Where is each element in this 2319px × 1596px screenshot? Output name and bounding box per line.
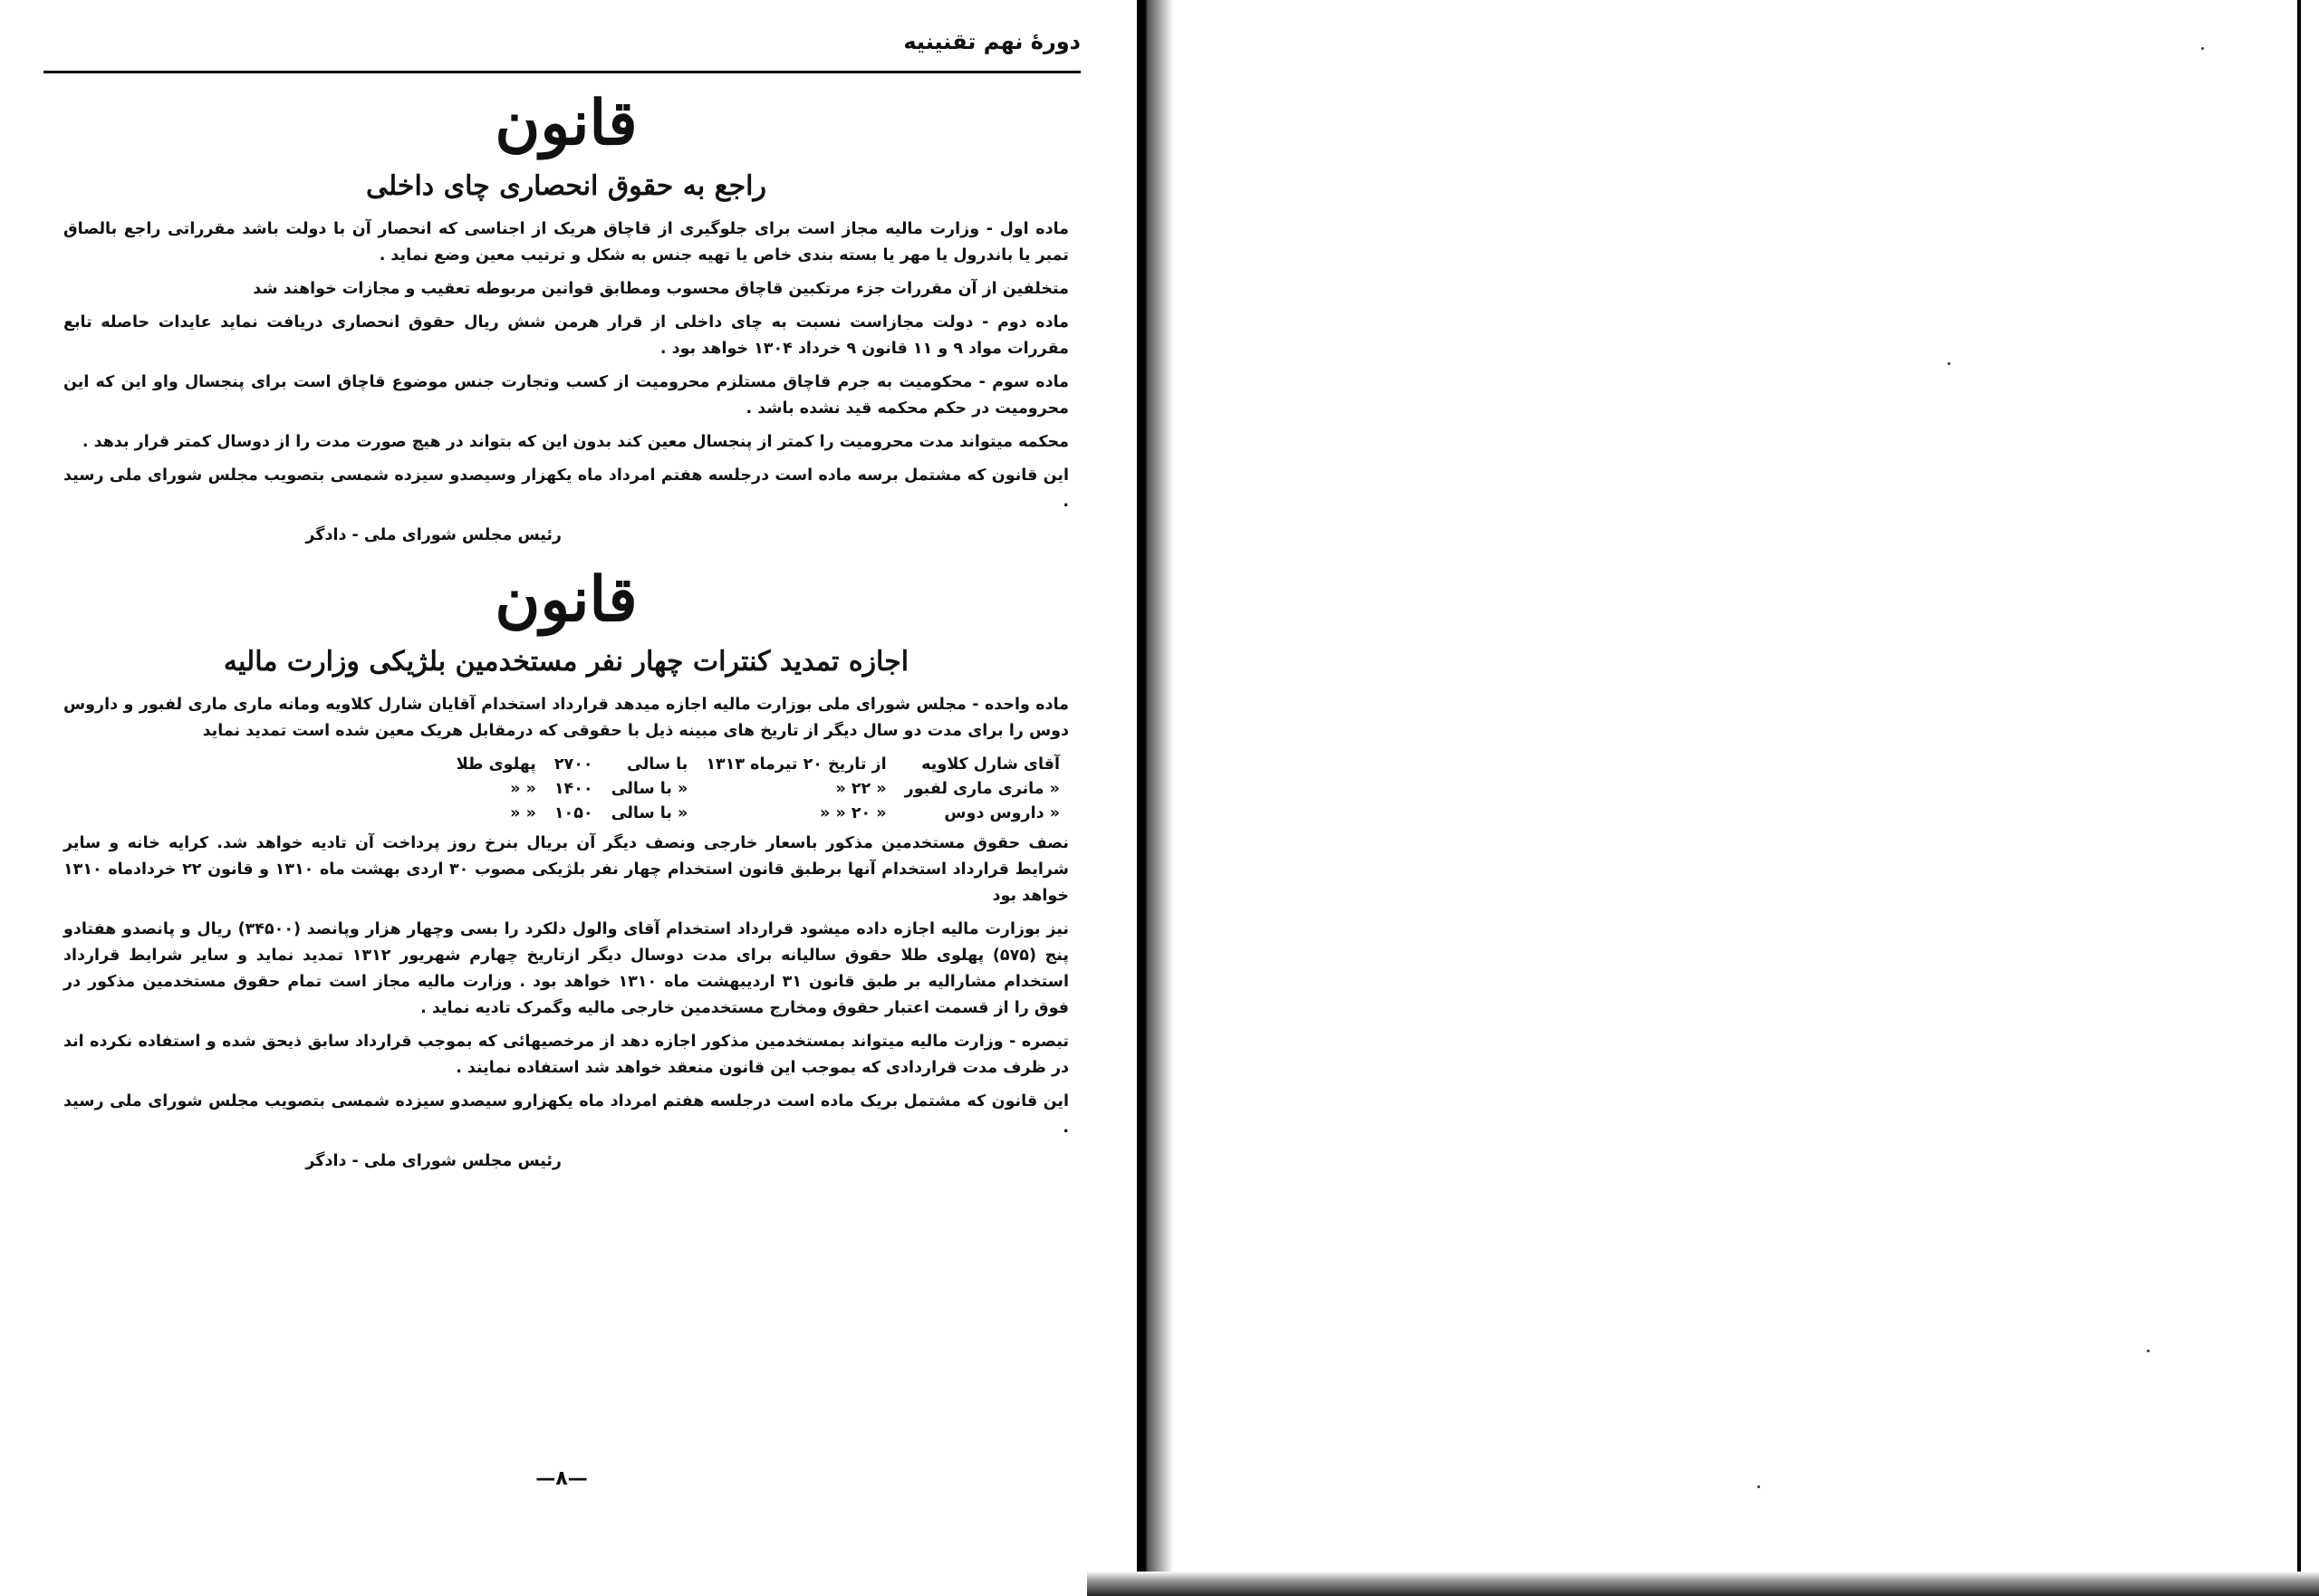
law-1-signature: رئیس مجلس شورای ملی - دادگر bbox=[305, 525, 562, 544]
book-gutter bbox=[1137, 0, 1173, 1596]
table-row bbox=[447, 752, 1069, 776]
page-header bbox=[43, 25, 1081, 73]
law-2-approval: این قانون که مشتمل بریک ماده است درجلسه هفتم امرداد ماه یکهزارو سیصدو سیزده شمسی بتصویب مجلس شورای ملی رسید . bbox=[63, 1092, 1069, 1138]
table-cell: آقای شارل کلاویه bbox=[921, 755, 1060, 774]
left-page bbox=[0, 0, 1132, 1596]
law-1-subtitle: راجع به حقوق انحصاری چای داخلی bbox=[365, 169, 766, 202]
law-2-extension: نیز بوزارت مالیه اجازه داده میشود قرارداد استخدام آقای والول دلکرد را بسی وچهار هزار وپانصد (۳۴۵۰۰) ریال و پانصدو هفتادو پنج (۵۷۵) پهلوی طلا حقوق سالیانه برای مدت دوسال دیگر ازتاریخ چهارم شهریور ۱۳۱۲ تمدید نماید و سایر شرایط قرارداد استخدام مشارالیه بر طبق قانون ۳۱ اردیبهشت ماه ۱۳۱۰ خواهد بود . وزارت مالیه مجاز است تمام حقوق مستخدمین مذکور در فوق را از قسمت اعتبار حقوق ومخارج مستخدمین خارجی مالیه وگمرک تادیه نماید . bbox=[63, 920, 1070, 1018]
law-2-note: تبصره - وزارت مالیه میتواند بمستخدمین مذکور اجازه دهد از مرخصیهائی که بموجب قرارداد سابق ذیحق شده و استفاده نکرده اند در ظرف مدت قراردادی که بموجب این قانون منعقد خواهد شد استفاده نمایند . bbox=[63, 1033, 1069, 1078]
table-row bbox=[447, 776, 1069, 801]
law-2-signature: رئیس مجلس شورای ملی - دادگر bbox=[305, 1152, 562, 1171]
law-1-article-2: ماده دوم - دولت مجازاست نسبت به چای داخلی از قرار هرمن شش ریال حقوق انحصاری دریافت نماید عایدات حاصله تابع مقررات مواد ۹ و ۱۱ قانون ۹ خرداد ۱۳۰۴ خواهد بود . bbox=[63, 312, 1069, 358]
scan-speck bbox=[1948, 362, 1950, 365]
table-row bbox=[447, 801, 1069, 825]
page-number: —۸— bbox=[535, 1467, 588, 1490]
law-2-salary-terms: نصف حقوق مستخدمین مذکور باسعار خارجی ونصف دیگر آن بریال بنرخ روز پرداخت آن تادیه خواهد شد. کرایه خانه و سایر شرایط قرارداد استخدام آنها برطبق قانون استخدام چهار نفر بلژیکی مصوب ۳۰ اردی بهشت ماه ۱۳۱۰ و قانون ۲۲ خردادماه ۱۳۱۰ خواهد بود bbox=[63, 834, 1069, 906]
page-content bbox=[63, 82, 1069, 1175]
table-cell: با سالی bbox=[627, 755, 688, 774]
table-cell: « ۲۰ « « bbox=[820, 803, 887, 822]
scan-speck bbox=[2147, 1350, 2150, 1352]
table-cell: « با سالی bbox=[611, 779, 688, 798]
law-1-approval: این قانون که مشتمل برسه ماده است درجلسه هفتم امرداد ماه یکهزار وسیصدو سیزده شمسی بتصویب مجلس شورای ملی رسید . bbox=[63, 466, 1069, 511]
right-page-blank bbox=[1178, 0, 2319, 1572]
law-2-heading: قانون bbox=[495, 562, 638, 636]
table-cell: « « bbox=[510, 803, 536, 822]
law-1-article-1-penalty: متخلفین از آن مقررات جزء مرتکبین قاچاق محسوب ومطابق قوانین مربوطه تعقیب و مجازات خواهند شد bbox=[253, 279, 1069, 298]
table-cell: ۱۴۰۰ bbox=[553, 779, 593, 798]
scan-speck bbox=[2201, 47, 2204, 50]
table-cell: ۲۷۰۰ bbox=[553, 755, 593, 774]
table-cell: « با سالی bbox=[611, 803, 688, 822]
table-cell: « داروس دوس bbox=[944, 803, 1060, 822]
table-cell: « ۲۲ « bbox=[835, 779, 887, 798]
law-1-heading: قانون bbox=[495, 87, 638, 159]
table-cell: « « bbox=[510, 779, 536, 798]
page-bottom-edge bbox=[1087, 1572, 2319, 1596]
law-1-article-1: ماده اول - وزارت مالیه مجاز است برای جلوگیری از قاچاق هریک از اجناسی که انحصار آن با دولت باشد مقرراتی راجع بالصاق تمبر یا باندرول یا مهر یا بسته بندی خاص یا تهیه جنس به شکل و ترتیب معین وضع نماید . bbox=[63, 219, 1069, 264]
header-title: دورهٔ نهم تقنینیه bbox=[903, 29, 1081, 54]
table-cell: ۱۰۵۰ bbox=[553, 803, 593, 822]
salary-table bbox=[447, 752, 1069, 825]
law-1 bbox=[63, 87, 1069, 549]
law-1-article-3: ماده سوم - محکومیت به جرم قاچاق مستلزم محرومیت از کسب وتجارت جنس موضوع قاچاق است برای پنجسال واو این که این محرومیت در حکم محکمه قید نشده باشد . bbox=[63, 372, 1069, 418]
table-cell: « مانری ماری لفبور bbox=[904, 779, 1060, 798]
table-cell: پهلوی طلا bbox=[456, 755, 536, 774]
law-2 bbox=[63, 563, 1069, 1176]
page-edge bbox=[2297, 0, 2301, 1596]
law-2-single-article: ماده واحده - مجلس شورای ملی بوزارت مالیه اجازه میدهد قرارداد استخدام آقایان شارل کلاویه ومانه ماری ماری لفبور و داروس دوس را برای مدت دو سال دیگر از تاریخ های مبینه ذیل با حقوقی که درمقابل هریک معین شده است تمدید نماید bbox=[63, 696, 1069, 741]
law-2-subtitle: اجازه تمدید کنترات چهار نفر مستخدمین بلژیکی وزارت مالیه bbox=[223, 646, 909, 678]
law-1-article-3-note: محکمه میتواند مدت محرومیت را کمتر از پنجسال معین کند بدون این که بتواند در هیچ صورت مدت را از دوسال کمتر قرار بدهد . bbox=[82, 432, 1069, 451]
table-cell: از تاریخ ۲۰ تیرماه ۱۳۱۳ bbox=[706, 755, 887, 774]
scan-speck bbox=[1757, 1485, 1760, 1488]
